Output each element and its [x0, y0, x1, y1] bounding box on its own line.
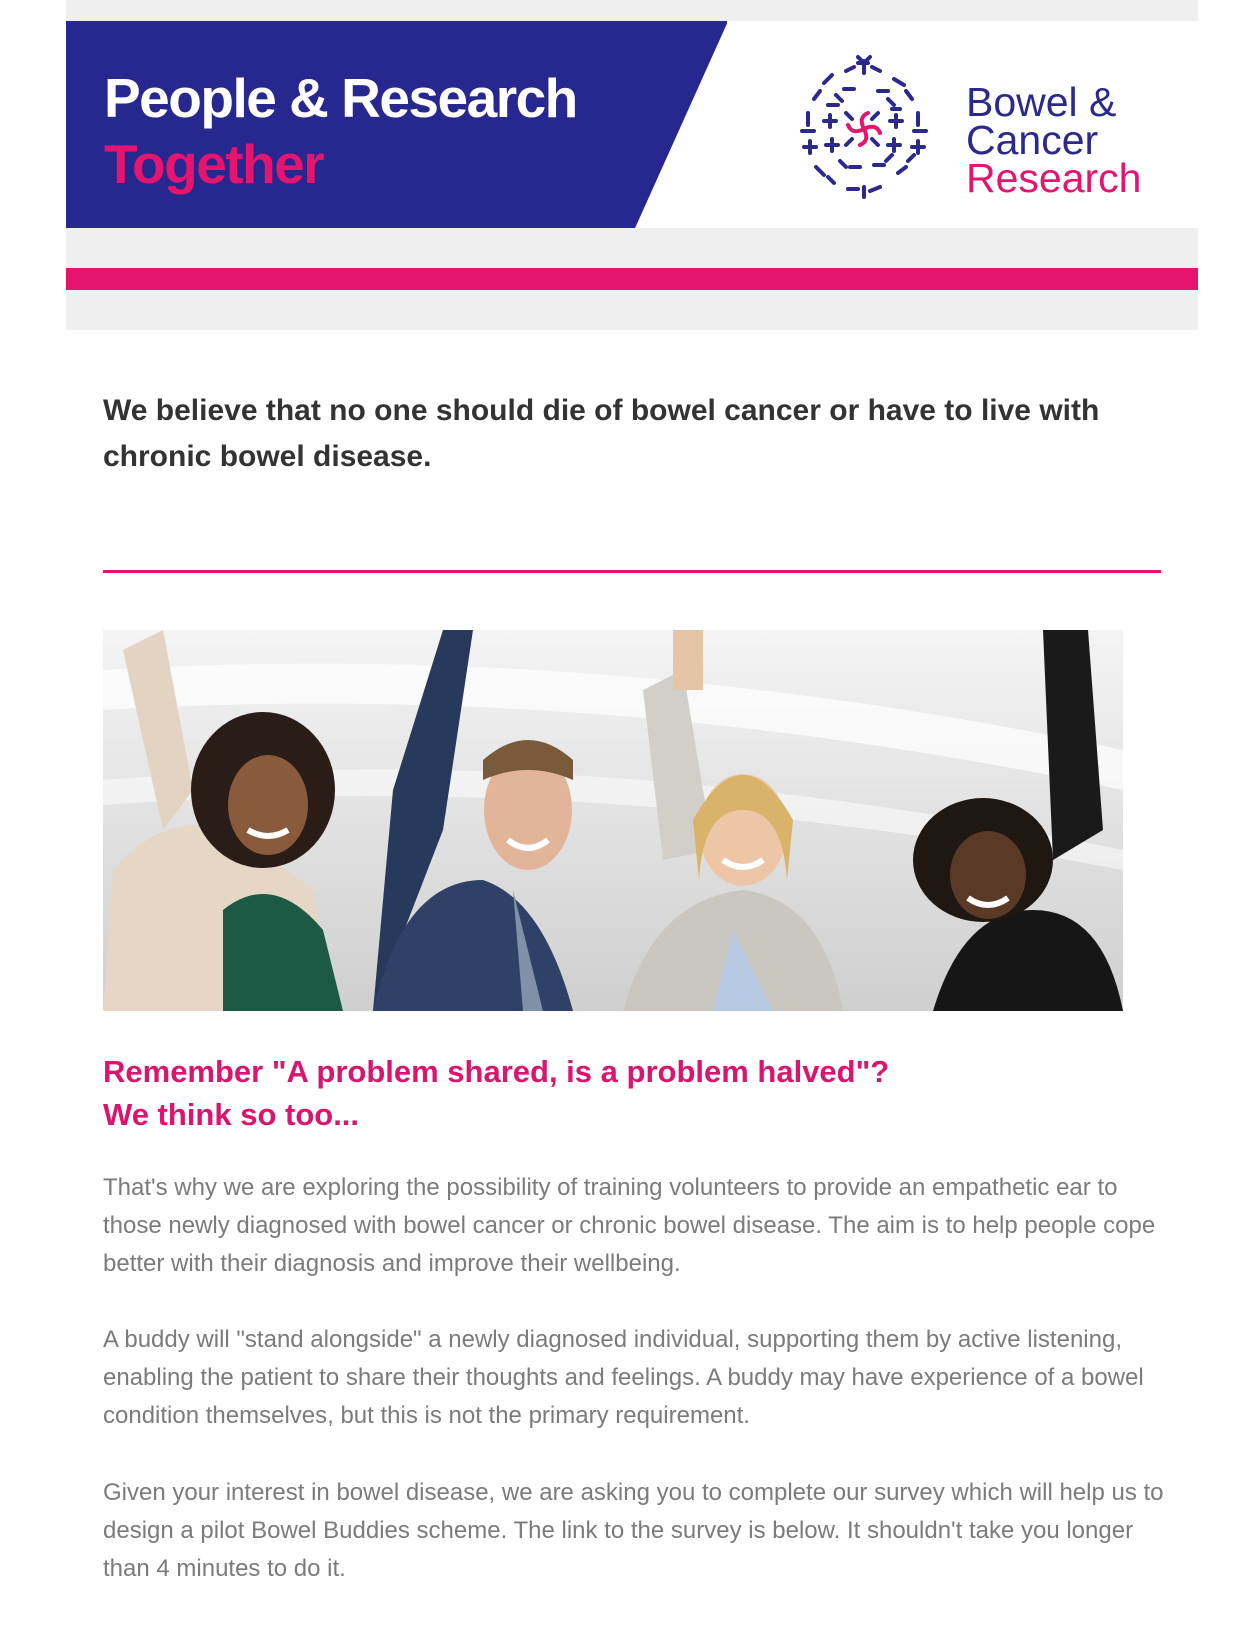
logo-text-line2: Cancer: [966, 117, 1099, 163]
article-paragraph-2: A buddy will "stand alongside" a newly diagnosed individual, supporting them by active listening, enabling the patient to share their thoughts and feelings. A buddy may have experience of a bowel condition themselves, but this is not the primary requirement.: [103, 1326, 1144, 1429]
article-heading: [103, 1050, 1163, 1136]
hero-image: [103, 630, 1123, 1011]
article-heading-line1: Remember "A problem shared, is a problem halved"?: [103, 1054, 890, 1089]
article-heading-line2: We think so too...: [103, 1097, 360, 1132]
bowel-cancer-research-logo-icon: [784, 49, 944, 209]
people-research-together-banner: [66, 21, 727, 228]
banner-title-line1: People & Research: [104, 67, 577, 129]
article-paragraph-1: That's why we are exploring the possibility of training volunteers to provide an empathetic ear to those newly diagnosed with bowel cancer or chronic bowel disease. The aim is to help people cope better with their diagnosis and improve their wellbeing.: [103, 1174, 1156, 1277]
celebrating-people-illustration: [103, 630, 1123, 1011]
header: [66, 0, 1198, 330]
logo-text-line1: Bowel &: [966, 79, 1117, 125]
banner-title-line2: Together: [104, 133, 324, 195]
header-banner: [66, 21, 1198, 228]
intro-statement: We believe that no one should die of bowel cancer or have to live with chronic bowel disease.: [103, 394, 1100, 473]
section-divider: [103, 570, 1161, 573]
header-pink-band: [66, 268, 1198, 290]
article-paragraph-3: Given your interest in bowel disease, we are asking you to complete our survey which will help us to design a pilot Bowel Buddies scheme. The link to the survey is below. It shouldn't take you longer than 4 minutes to do it.: [103, 1479, 1164, 1582]
logo-text-line3: Research: [966, 155, 1142, 201]
logo-wordmark: [966, 79, 1142, 201]
